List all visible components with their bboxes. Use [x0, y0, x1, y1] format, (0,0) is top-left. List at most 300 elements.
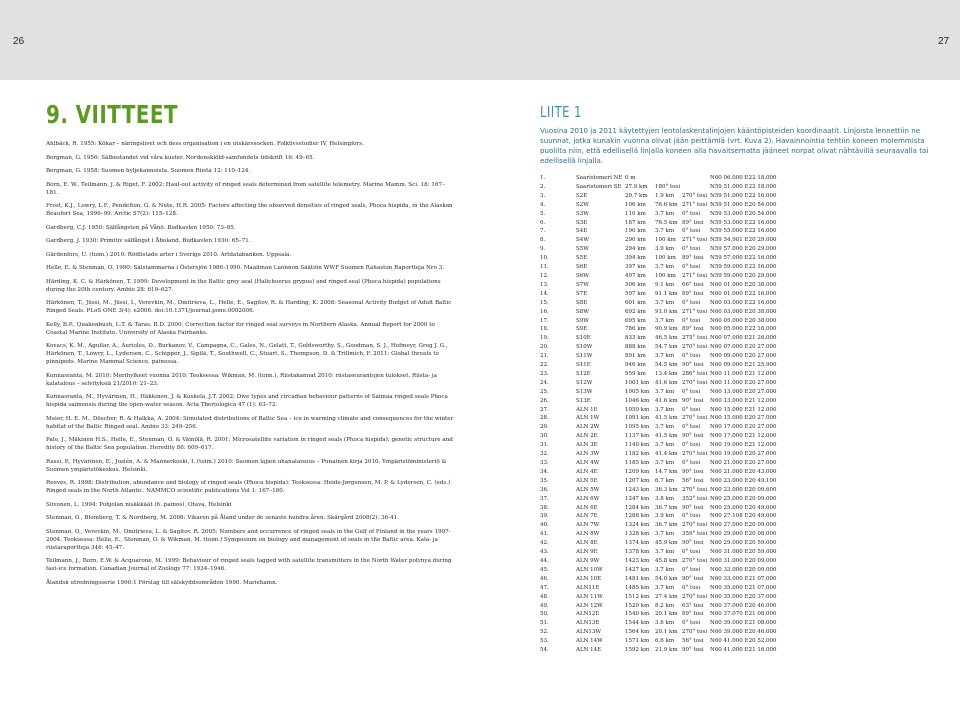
- reference-entry: Kovacs, K. M., Aguilar, A., Aurioles, D., Burkanov, V., Campagna, C., Gales, N., Gelatt, T., Goldsworthy, S., Goodman, S. J., Hofmeyr, Greg J. G., Härkönen, T., Lowry, L., Lydersen, C., Schipper, J., Sipilä, T., Southwell, C., Stuart, S., Thompson, D. & Trillmich, F. 2011: Global threats to pinnipeds. Marine Mammal Science, painossa.: [46, 343, 448, 365]
- table-row: [540, 263, 777, 272]
- table-cell: 3.7 km: [655, 424, 675, 431]
- table-cell: 3.7 km: [655, 406, 675, 413]
- table-cell: 0° tosi: [682, 353, 701, 360]
- table-row: [540, 254, 777, 263]
- table-cell: 1005 km: [625, 388, 650, 395]
- table-row: [540, 361, 777, 370]
- table-cell: N60 35.000 E20 37.000: [710, 593, 777, 600]
- table-cell: 46.5 km: [655, 335, 678, 342]
- table-row: [540, 539, 777, 548]
- table-cell: S4W: [576, 237, 589, 244]
- table-cell: 34.: [540, 468, 549, 475]
- table-row: [540, 281, 777, 290]
- table-cell: ALN 7W: [576, 522, 600, 529]
- table-cell: N60 27.108 E20 49.000: [710, 513, 777, 520]
- table-cell: 27.4 km: [655, 593, 678, 600]
- table-row: [540, 388, 777, 397]
- table-cell: 90.9 km: [655, 326, 678, 333]
- appendix-intro: Vuosina 2010 ja 2011 käytettyjen lentolaskentalinjojen kääntöpisteiden koordinaatit. Linjoista lennettiin ne suunnat, jotka kunakin vuonna olivat jään peittämiä (vrt. Kuva 2). Havainnointia tehtiin koneen molemmista puolilta niin, että edellisellä linjalla koneen alla havaitsematta jääneet norpat olivat nähtävillä seuraavalla tai edellisellä linjalla.: [540, 126, 929, 165]
- table-cell: S5E: [576, 255, 588, 262]
- table-cell: 41.6 km: [655, 397, 678, 404]
- table-row: [540, 210, 777, 219]
- table-cell: 56° tosi: [682, 638, 704, 645]
- right-page-number: 27: [938, 36, 950, 47]
- table-row: [540, 272, 777, 281]
- table-cell: 0° tosi: [682, 460, 701, 466]
- table-cell: N60 07.000 E20 27.000: [710, 344, 777, 351]
- table-cell: 20.1 km: [655, 611, 678, 618]
- table-cell: N60 39.000 E21 08.000: [710, 620, 777, 627]
- table-cell: 52.: [540, 629, 549, 636]
- table-cell: [655, 174, 682, 183]
- table-cell: N60 11.000 E20 27.000: [710, 379, 777, 386]
- table-cell: 1544 km: [625, 620, 650, 627]
- table-cell: 41.5 km: [655, 433, 678, 440]
- table-cell: 3.7 km: [655, 460, 675, 466]
- table-cell: ALN 8E: [576, 540, 598, 547]
- table-cell: 1095 km: [625, 424, 650, 431]
- table-cell: 15.: [540, 299, 549, 306]
- table-cell: 1091 km: [625, 415, 650, 422]
- table-cell: N59 51.000 E22 18.000: [710, 183, 777, 190]
- table-cell: 43.: [540, 549, 549, 556]
- table-cell: 54.7 km: [655, 344, 678, 351]
- table-cell: ALN 10E: [576, 575, 602, 582]
- table-cell: ALN 6E: [576, 504, 598, 511]
- table-row: [540, 236, 777, 245]
- table-cell: 3.9 km: [655, 246, 675, 253]
- table-cell: 51.: [540, 620, 549, 627]
- table-cell: 271° tosi: [682, 201, 708, 208]
- table-cell: S8E: [576, 299, 588, 306]
- table-cell: 270° tosi: [682, 379, 708, 386]
- table-cell: 4.: [540, 201, 546, 208]
- table-cell: N60 17.000 E20 27.000: [710, 424, 777, 431]
- table-cell: N60 39.000 E20 46.000: [710, 629, 777, 636]
- table-cell: 17.: [540, 317, 549, 324]
- table-cell: 1137 km: [625, 433, 650, 440]
- table-cell: 38.: [540, 504, 549, 511]
- table-cell: 41.6 km: [655, 379, 678, 386]
- table-row: [540, 628, 777, 637]
- table-cell: S13W: [576, 388, 593, 395]
- references-list: [46, 140, 454, 592]
- page-header-band: [0, 0, 960, 80]
- table-cell: 1512 km: [625, 593, 650, 600]
- table-cell: 0° tosi: [682, 620, 701, 627]
- table-row: [540, 637, 777, 646]
- table-cell: 29.7 km: [625, 192, 648, 199]
- table-cell: N59 53.000 E22 16.000: [710, 219, 777, 226]
- table-cell: 106 km: [625, 201, 646, 208]
- table-cell: 54.: [540, 647, 549, 654]
- table-cell: S6E: [576, 264, 588, 271]
- table-cell: 270° tosi: [682, 344, 708, 351]
- table-cell: 90° tosi: [682, 540, 704, 547]
- table-cell: 270° tosi: [682, 415, 708, 422]
- table-cell: 0° tosi: [682, 406, 701, 413]
- table-cell: 597 km: [625, 290, 646, 297]
- table-row: [540, 512, 777, 521]
- table-row: [540, 219, 777, 228]
- table-cell: N60 09.000 E21 25.900: [710, 362, 777, 369]
- table-cell: 0 m: [625, 175, 636, 181]
- table-cell: 16.: [540, 308, 549, 315]
- table-cell: ALN 3W: [576, 451, 600, 458]
- table-row: [540, 593, 777, 602]
- table-cell: S10E: [576, 335, 591, 342]
- table-cell: ALN13E: [576, 620, 600, 627]
- table-row: [540, 227, 777, 236]
- table-cell: 44.: [540, 557, 549, 564]
- table-cell: N60 19.000 E21 12.000: [710, 442, 777, 449]
- table-cell: 31.: [540, 442, 549, 449]
- table-cell: 90° tosi: [682, 647, 704, 654]
- reference-entry: Stenman, O., Verevkin, M., Dmitrieva, L. & Sagitov, R. 2005: Numbers and occurrence of ringed seals in the Gulf of Finland in the years 1997-2004. Teoksessa: Helle, E., Stenman, O. & Wikman, M. (toim.) Symposium on biology and management of seals in the Baltic area. Kala- ja riistaraportteja 346: 45–47.: [46, 528, 451, 551]
- table-cell: ALN11E: [576, 584, 600, 591]
- table-cell: 25.: [540, 388, 549, 395]
- table-cell: 8.2 km: [655, 602, 675, 609]
- table-cell: ALN 6W: [576, 495, 600, 502]
- table-cell: ALN 5E: [576, 477, 598, 484]
- table-cell: N60 11.000 E21 12.000: [710, 370, 777, 377]
- table-cell: 833 km: [625, 335, 646, 342]
- table-cell: 48.: [540, 593, 549, 600]
- table-row: [540, 423, 777, 432]
- table-cell: 1520 km: [625, 602, 650, 609]
- table-cell: 89° tosi: [682, 611, 704, 618]
- reference-entry: Rassi, P., Hyvärinen, E., Juslén, A. & Mannerkoski, I. (toim.) 2010: Suomen lajien uhanalaisuus – Punainen kirja 2010. Ympäristöministeriö & Suomen ympäristökeskus. Helsinki.: [46, 458, 447, 473]
- table-cell: ALN 4E: [576, 468, 598, 475]
- table-cell: 352° tosi: [682, 495, 708, 502]
- table-cell: 100 km: [655, 255, 676, 262]
- table-cell: N60 03.000 E22 16.000: [710, 299, 777, 306]
- table-row: [540, 530, 777, 539]
- table-cell: S2W: [576, 201, 589, 208]
- table-cell: 3.7 km: [655, 388, 675, 395]
- table-row: [540, 174, 777, 183]
- table-cell: 1185 km: [625, 460, 650, 466]
- table-cell: 270° tosi: [682, 522, 708, 529]
- table-cell: 37.: [540, 495, 549, 502]
- table-cell: 1284 km: [625, 504, 650, 511]
- table-cell: 1592 km: [625, 647, 650, 654]
- table-cell: 786 km: [625, 326, 646, 333]
- table-cell: 1288 km: [625, 513, 650, 520]
- table-cell: 1207 km: [625, 477, 650, 484]
- table-row: [540, 379, 777, 388]
- table-cell: S4E: [576, 228, 588, 235]
- table-cell: 1140 km: [625, 442, 650, 449]
- table-cell: 6.6 km: [655, 638, 675, 645]
- table-cell: N60 21.000 E20 27.000: [710, 460, 777, 466]
- table-cell: N59 53.000 E20 54.000: [710, 210, 777, 217]
- reference-entry: Bergman, G. 1958: Suomen hyljekannoista. Suomen Riista 12: 110–124.: [46, 168, 251, 174]
- table-cell: 76.6 km: [655, 201, 678, 208]
- reference-entry: Helle, E. & Stenman, O. 1990: Sälstammarna i Östersjön 1986–1990. Maailman Luonnon Säätiön WWF Suomen Rahaston Raportteja Nro 3.: [46, 265, 445, 271]
- table-row: [540, 397, 777, 406]
- table-cell: ALN 3E: [576, 442, 598, 449]
- table-cell: 1247 km: [625, 495, 650, 502]
- table-cell: N60 31.000 E20 59.000: [710, 549, 777, 556]
- table-cell: N60 25.000 E20 09.000: [710, 495, 777, 502]
- table-cell: 6.: [540, 219, 546, 226]
- table-cell: ALN 2E: [576, 433, 598, 440]
- table-cell: 3.8 km: [655, 495, 675, 502]
- table-cell: 1182 km: [625, 451, 650, 458]
- table-cell: 601 km: [625, 299, 646, 306]
- table-cell: N60 33.000 E21 07.000: [710, 575, 777, 582]
- reference-entry: Meier, H. E. M., Döscher, R. & Halkka, A. 2004: Simulated distributions of Baltic Sea – ice in warming climate and consequences for the winter habitat of the Baltic Ringed seal. Ambio 33: 249–256.: [46, 415, 454, 430]
- table-cell: 110 km: [625, 210, 646, 217]
- reference-entry: Ahlbäck, R. 1955: Kökar – näringslivet och dess organisation i en utskärssocken. Folklivsstudier IV, Helsingfors.: [46, 141, 364, 147]
- table-cell: 100 km: [655, 272, 676, 279]
- table-cell: 1481 km: [625, 575, 650, 582]
- table-row: [540, 370, 777, 379]
- table-cell: 187 km: [625, 219, 646, 226]
- table-cell: 0° tosi: [682, 246, 701, 253]
- table-cell: N60 05.000 E20 38.000: [710, 317, 777, 324]
- table-cell: 888 km: [625, 344, 646, 351]
- table-cell: 36.: [540, 486, 549, 493]
- table-cell: S6W: [576, 272, 589, 279]
- table-row: [540, 557, 777, 566]
- table-cell: N60 13.000 E21 12.000: [710, 397, 777, 404]
- table-row: [540, 406, 777, 415]
- table-cell: 1427 km: [625, 566, 650, 573]
- table-cell: 271° tosi: [682, 237, 708, 244]
- table-row: [540, 308, 777, 317]
- table-cell: 40.: [540, 522, 549, 529]
- table-cell: ALN 1E: [576, 406, 598, 413]
- table-row: [540, 566, 777, 575]
- table-cell: 1540 km: [625, 611, 650, 618]
- table-cell: 50.: [540, 611, 549, 618]
- table-cell: 1001 km: [625, 379, 650, 386]
- table-cell: 0° tosi: [682, 299, 701, 306]
- table-cell: N60 35.000 E21 07.000: [710, 584, 777, 591]
- table-row: [540, 290, 777, 299]
- table-row: [540, 334, 777, 343]
- table-cell: ALN 11W: [576, 593, 603, 600]
- table-cell: 397 km: [625, 264, 646, 271]
- table-cell: 0° tosi: [682, 264, 701, 271]
- table-cell: 692 km: [625, 308, 646, 315]
- table-cell: 36.7 km: [655, 522, 678, 529]
- table-cell: 13.4 km: [655, 370, 678, 377]
- table-cell: S11E: [576, 362, 591, 369]
- table-cell: N60 37.000 E20 46.000: [710, 602, 777, 609]
- table-cell: 36.3 km: [655, 486, 678, 493]
- table-cell: 1.9 km: [655, 192, 675, 199]
- table-cell: 290 km: [625, 237, 646, 244]
- table-cell: 3.7 km: [655, 210, 675, 217]
- table-cell: 1571 km: [625, 638, 650, 645]
- table-cell: 3.7 km: [655, 531, 675, 538]
- reference-entry: Ålandsk utredningsserie 1990:1 Förslag till sälskyddsområden 1990. Mariehamn.: [46, 579, 278, 586]
- table-cell: 27.9 km: [625, 183, 648, 190]
- table-cell: S5W: [576, 246, 589, 253]
- table-cell: 6.7 km: [655, 477, 675, 484]
- reference-entry: Frost, K.J., Lowry, L.F., Pendelton, G. & Nute, H.R. 2005: Factors affecting the observed densities of ringed seals, Phoca hispida, in the Alaskan Beaufort Sea, 1996–99. Arctic 57(2): 115–128.: [46, 203, 453, 217]
- table-cell: N59 59.000 E22 16.000: [710, 264, 777, 271]
- table-cell: 100 km: [655, 237, 676, 244]
- table-cell: 2.: [540, 183, 546, 190]
- table-cell: [682, 174, 710, 183]
- reference-entry: Härding, K. C. & Härkönen, T. 1999: Development in the Baltic grey seal (Halichoerus grypus) and ringed seal (Phoca hispida) populations during the 20th century. Ambio 28: 619–627.: [46, 278, 441, 293]
- reference-entry: Palo, J., Mäkinen H.S., Helle, E., Stenman, O. & Väinölä, R. 2001: Microsatellite variation in ringed seals (Phoca hispida): genetic structure and history of the Baltic Sea population. Heredity 86: 609–617.: [46, 437, 453, 451]
- table-cell: N60 05.000 E22 16.000: [710, 326, 777, 333]
- table-cell: 11.: [540, 264, 549, 271]
- table-cell: 0° tosi: [682, 442, 701, 449]
- reference-entry: Kunnasranta, M. 2010: Merihylkeet vuonna 2010: Teoksessa: Wikman, M. (toim.), Riistakannat 2010: riistaseurantojen tulokset. Riista- ja kalatalous – selvityksiä 21/2010: 21–23.: [46, 372, 437, 387]
- table-cell: 91.0 km: [655, 308, 678, 315]
- table-cell: 23.: [540, 370, 549, 377]
- table-cell: 35.: [540, 477, 549, 484]
- table-cell: 21.9 km: [655, 647, 678, 654]
- table-cell: 41.5 km: [655, 415, 678, 422]
- reference-entry: Bergman, G. 1956: Sälbestandet vid våra kuster. Nordenskiöld-samfundets tidskrift 16: 49–65.: [46, 154, 315, 161]
- table-cell: N60 09.000 E20 27.000: [710, 353, 777, 360]
- table-cell: N60 15.000 E21 12.000: [710, 406, 777, 413]
- table-cell: 89° tosi: [682, 255, 704, 262]
- table-cell: 89° tosi: [682, 219, 704, 226]
- table-cell: 1046 km: [625, 397, 650, 404]
- table-row: [540, 245, 777, 254]
- table-cell: N60 17.000 E21 12.000: [710, 433, 777, 440]
- table-cell: 270° tosi: [682, 451, 708, 458]
- table-cell: 1209 km: [625, 468, 650, 475]
- table-cell: 19.: [540, 335, 549, 342]
- table-cell: 1243 km: [625, 486, 650, 493]
- table-row: [540, 299, 777, 308]
- table-cell: N60 06.000 E22 18.000: [710, 175, 777, 181]
- table-cell: 91.1 km: [655, 290, 678, 297]
- table-cell: 0° tosi: [682, 513, 701, 520]
- table-cell: S7E: [576, 290, 588, 297]
- table-cell: S3W: [576, 210, 589, 217]
- table-cell: 36.7 km: [655, 504, 678, 511]
- table-cell: N60 29.000 E20 59.000: [710, 540, 777, 547]
- table-cell: 39.: [540, 513, 549, 520]
- table-row: [540, 575, 777, 584]
- table-cell: 76.5 km: [655, 219, 678, 226]
- table-cell: 3.7 km: [655, 264, 675, 271]
- table-row: [540, 192, 777, 201]
- table-row: [540, 352, 777, 361]
- left-page-number: 26: [13, 36, 25, 47]
- coordinates-table: [540, 174, 777, 655]
- table-cell: 3.6 km: [655, 620, 675, 627]
- table-cell: ALN 12W: [576, 602, 603, 609]
- table-cell: 54.0 km: [655, 575, 678, 582]
- table-cell: 1564 km: [625, 629, 650, 636]
- references-heading: 9. VIITTEET: [46, 100, 178, 129]
- table-cell: 90° tosi: [682, 397, 704, 404]
- table-cell: 45.: [540, 566, 549, 573]
- table-cell: 0° tosi: [682, 424, 701, 431]
- table-cell: 45.9 km: [655, 540, 678, 547]
- appendix-heading: LIITE 1: [540, 103, 582, 121]
- table-row: [540, 619, 777, 628]
- table-cell: 497 km: [625, 272, 646, 279]
- table-cell: 946 km: [625, 362, 646, 369]
- table-cell: 5.: [540, 210, 546, 217]
- table-cell: 8.: [540, 237, 546, 244]
- table-cell: S12E: [576, 370, 591, 377]
- table-cell: 9.1 km: [655, 281, 675, 288]
- table-cell: 20.1 km: [655, 629, 678, 636]
- table-cell: 63° tosi: [682, 602, 704, 609]
- table-cell: N59 51.000 E20 54.000: [710, 201, 777, 208]
- table-cell: 275° tosi: [682, 335, 708, 342]
- table-cell: 0° tosi: [682, 566, 701, 573]
- table-cell: ALN 14W: [576, 638, 603, 645]
- table-cell: 0° tosi: [682, 228, 701, 235]
- table-cell: 271° tosi: [682, 272, 708, 279]
- table-cell: N60 27.000 E20 09.000: [710, 522, 777, 529]
- table-row: [540, 183, 777, 192]
- table-cell: 1.: [540, 175, 546, 181]
- table-cell: 0° tosi: [682, 317, 701, 324]
- table-cell: 0° tosi: [682, 388, 701, 395]
- table-cell: 90° tosi: [682, 362, 704, 369]
- table-cell: 891 km: [625, 353, 646, 360]
- table-cell: ALN 8W: [576, 531, 600, 538]
- table-cell: 66° tosi: [682, 281, 704, 288]
- table-cell: 1485 km: [625, 584, 650, 591]
- table-cell: 695 km: [625, 317, 646, 324]
- table-cell: N60 01.000 E22 16.000: [710, 290, 777, 297]
- table-row: [540, 343, 777, 352]
- table-row: [540, 504, 777, 513]
- table-cell: N60 37.070 E21 08.000: [710, 611, 777, 618]
- table-cell: ALN 7E: [576, 513, 598, 520]
- table-cell: S12W: [576, 379, 593, 386]
- table-cell: 47.: [540, 584, 549, 591]
- table-cell: 3.7 km: [655, 584, 675, 591]
- table-cell: ALN 10W: [576, 566, 603, 573]
- table-row: [540, 459, 777, 468]
- table-cell: 33.: [540, 460, 549, 466]
- table-cell: ALN 4W: [576, 460, 600, 466]
- table-row: [540, 486, 777, 495]
- table-cell: N60 15.000 E20 27.000: [710, 415, 777, 422]
- table-row: [540, 201, 777, 210]
- table-row: [540, 468, 777, 477]
- table-cell: 286° tosi: [682, 370, 708, 377]
- table-cell: ALN 9E: [576, 549, 598, 556]
- table-cell: 271° tosi: [682, 308, 708, 315]
- table-cell: 14.: [540, 290, 549, 297]
- table-cell: 1324 km: [625, 522, 650, 529]
- table-cell: 90° tosi: [682, 575, 704, 582]
- table-cell: 24.: [540, 379, 549, 386]
- table-cell: 89° tosi: [682, 326, 704, 333]
- table-cell: 53.: [540, 638, 549, 645]
- table-cell: N60 23.000 E20 09.600: [710, 486, 777, 493]
- table-cell: 41.: [540, 531, 549, 538]
- table-cell: 3.7 km: [655, 549, 675, 556]
- reference-entry: Kelly, B.P., Quakenbush, L.T. & Taras, B.D. 2000: Correction factor for ringed seal surveys in Northern Alaska. Annual Report for 2000 to Coastal Marine Institute. University of Alaska Fairbanks.: [46, 321, 435, 336]
- table-cell: 270° tosi: [682, 192, 708, 199]
- table-cell: 3.7 km: [655, 299, 675, 306]
- table-cell: 49.: [540, 602, 549, 609]
- table-cell: S7W: [576, 281, 589, 288]
- table-cell: 28.: [540, 415, 549, 422]
- table-cell: N60 01.000 E20 38.000: [710, 281, 777, 288]
- table-cell: 90° tosi: [682, 468, 704, 475]
